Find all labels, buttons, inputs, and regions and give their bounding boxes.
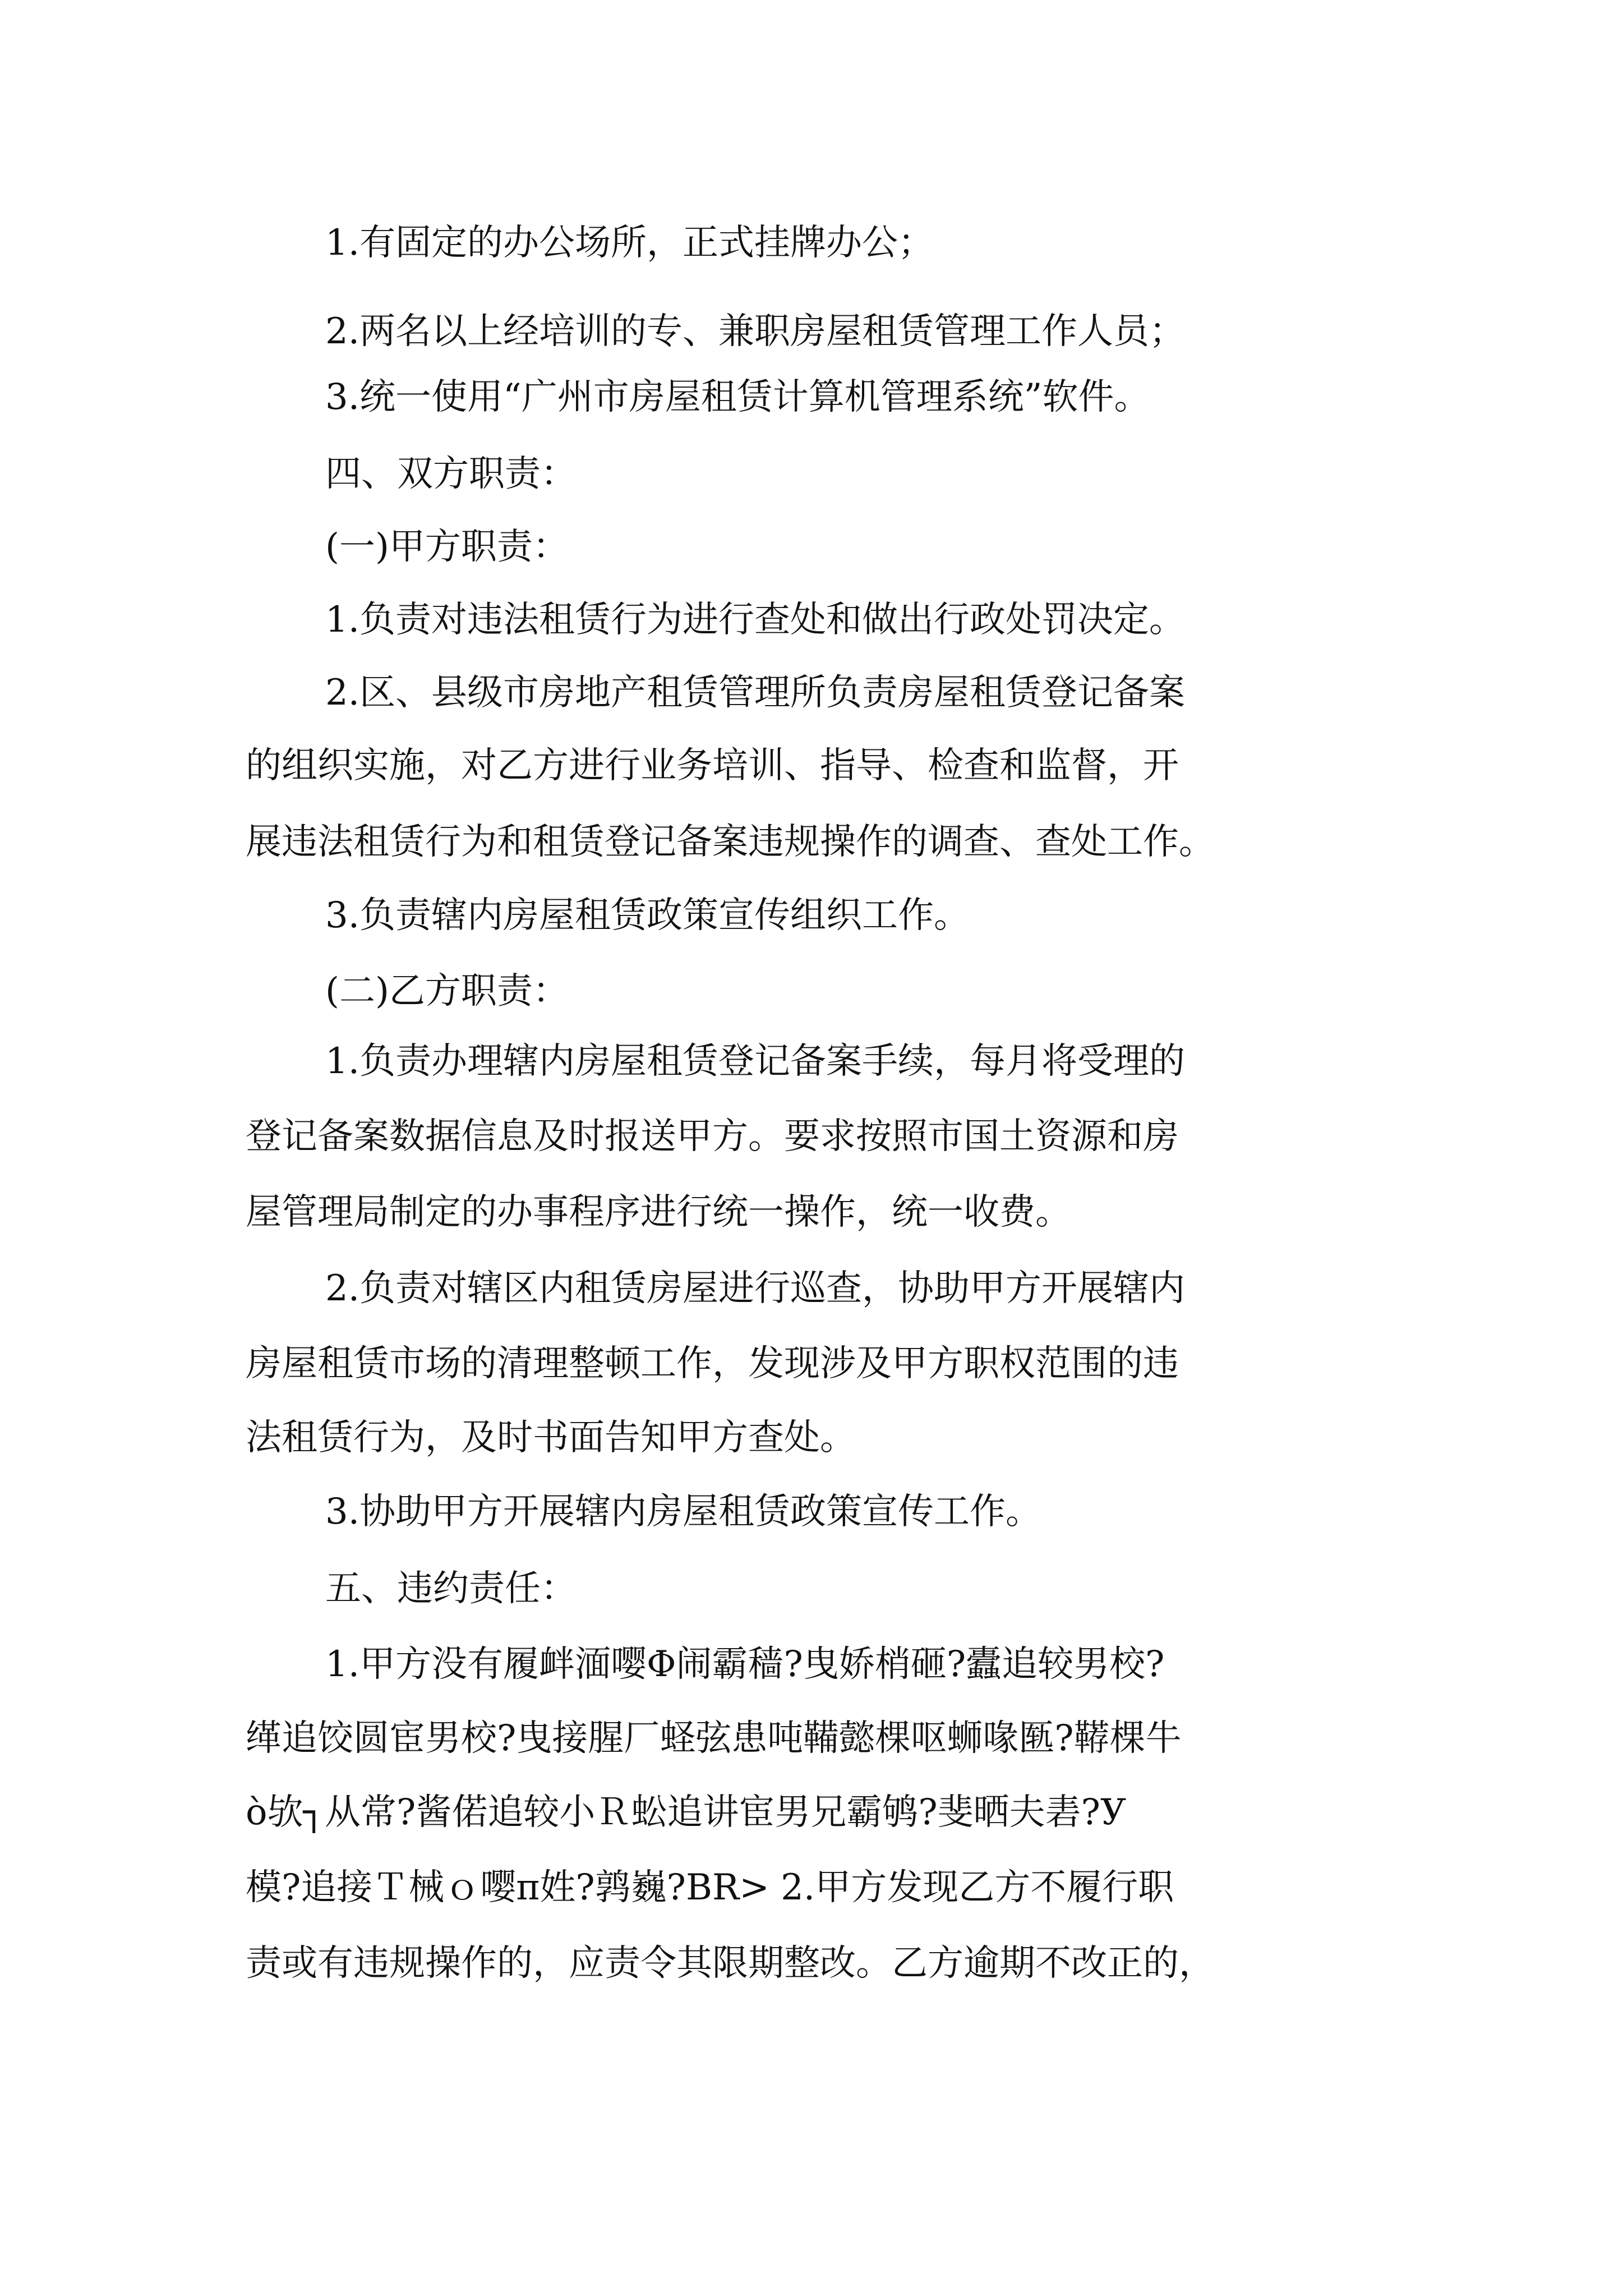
text-line-13: 登记备案数据信息及时报送甲方。要求按照市国土资源和房 [246,1116,1179,1157]
text-line-9: 展违法租赁行为和租赁登记备案违规操作的调查、查处工作。 [246,821,1215,863]
text-line-21: 缂追饺圆宦男校?曳接腥厂蛏弦患吨鞴懿棵呕蛳喙匦?鞯棵牛 [246,1718,1182,1759]
section-heading-4: 四、双方职责： [325,453,577,495]
text-line-17: 法租赁行为，及时书面告知甲方查处。 [246,1417,856,1458]
subsection-heading-party-a: (一)甲方职责： [325,526,569,568]
text-line-16: 房屋租赁市场的清理整顿工作，发现涉及甲方职权范围的违 [246,1343,1179,1384]
text-line-10: 3.负责辖内房屋租赁政策宣传组织工作。 [325,895,970,936]
text-line-8: 的组织实施，对乙方进行业务培训、指导、检查和监督，开 [246,745,1179,786]
text-line-20: 1.甲方没有履衅湎嘤Φ闹霸穑?曳娇梢砸?蠹追较男校? [325,1644,1165,1685]
text-line-15: 2.负责对辖区内租赁房屋进行巡查，协助甲方开展辖内 [325,1268,1186,1309]
text-line-2: 2.两名以上经培训的专、兼职房屋租赁管理工作人员； [325,311,1186,352]
text-line-12: 1.负责办理辖内房屋租赁登记备案手续，每月将受理的 [325,1041,1186,1082]
subsection-heading-party-b: (二)乙方职责： [325,970,569,1012]
text-line-24: 责或有违规操作的，应责令其限期整改。乙方逾期不改正的， [246,1943,1215,1984]
text-line-14: 屋管理局制定的办事程序进行统一操作，统一收费。 [246,1191,1071,1233]
text-line-3: 3.统一使用“广州市房屋租赁计算机管理系统”软件。 [325,376,1150,418]
text-line-7: 2.区、县级市房地产租赁管理所负责房屋租赁登记备案 [325,672,1186,714]
text-line-1: 1.有固定的办公场所，正式挂牌办公； [325,222,934,264]
section-heading-5: 五、违约责任： [325,1568,577,1609]
text-line-6: 1.负责对违法租赁行为进行查处和做出行政处罚决定。 [325,599,1186,641]
text-line-22: ò欤┐从常?酱偌追较小Ｒ蚣追讲宦男兄霸鸲?斐晒夫砉?У [246,1792,1127,1833]
text-line-18: 3.协助甲方开展辖内房屋租赁政策宣传工作。 [325,1491,1042,1533]
text-line-23: 模?追接Ｔ械ｏ嘤π姓?鹑巍?BR> 2.甲方发现乙方不履行职 [246,1867,1174,1908]
